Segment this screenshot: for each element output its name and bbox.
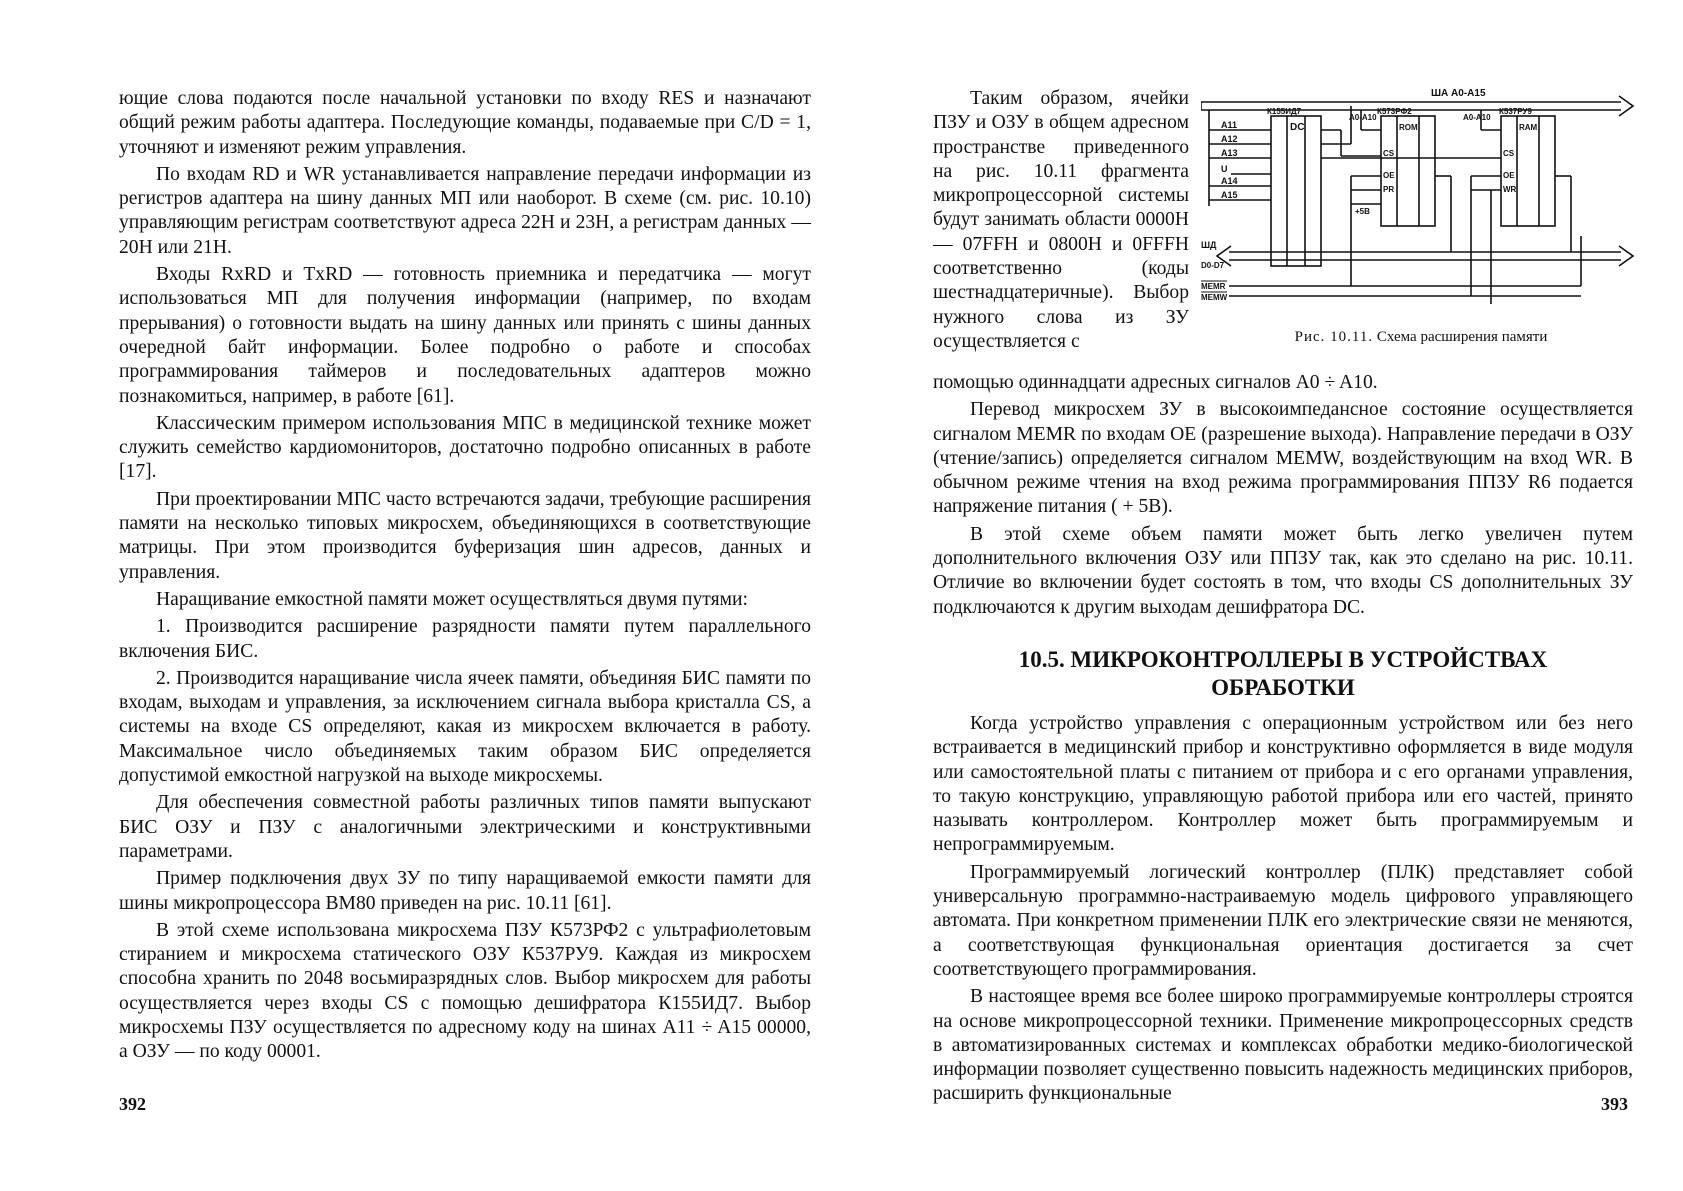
label-ram: RAM bbox=[1519, 123, 1538, 132]
label-decoder: DC bbox=[1290, 122, 1305, 133]
label-data-bus: ШД bbox=[1201, 240, 1217, 250]
paragraph: При проектировании МПС часто встречаются задачи, требующие расширения памяти на несколько типовых микросхем, объединяющихся в соответствующие матрицы. При этом производится буферизация шин адресов, данных и управления. bbox=[119, 488, 811, 583]
label-memw: MEMW bbox=[1201, 293, 1228, 302]
label-a15: A15 bbox=[1221, 190, 1238, 200]
right-page bbox=[841, 0, 1683, 1191]
section-heading bbox=[933, 646, 1633, 702]
label-wr-ram: WR bbox=[1503, 185, 1517, 194]
label-ram-chip: К537РУ9 bbox=[1499, 107, 1532, 116]
label-plus5v: +5B bbox=[1355, 207, 1370, 216]
label-cs-rom: CS bbox=[1383, 149, 1395, 158]
paragraph: В этой схеме использована микросхема ПЗУ К573РФ2 с ультрафиолетовым стиранием и микросхема статического ОЗУ К537РУ9. Каждая из микросхем способна хранить по 2048 восьмиразрядных слов. Выбор микросхем для работы осуществляется через входы CS с помощью дешифратора К155ИД7. Выбор микросхемы ПЗУ осуществляется по адресному коду на шинах A11 ÷ A15 00000, а ОЗУ — по коду 00001. bbox=[119, 919, 811, 1063]
paragraph: Для обеспечения совместной работы различных типов памяти выпускают БИС ОЗУ и ПЗУ с аналогичными электрическими и конструктивными параметрами. bbox=[119, 792, 811, 862]
left-page bbox=[0, 0, 841, 1191]
paragraph: ющие слова подаются после начальной установки по входу RES и назначают общий режим работы адаптера. Последующие команды, подаваемые при C/D = 1, уточняют и изменяют режим управления. bbox=[119, 88, 811, 158]
figure-caption-number: Рис. 10.11. bbox=[1294, 329, 1374, 345]
section-heading-line1: 10.5. МИКРОКОНТРОЛЛЕРЫ В УСТРОЙСТВАХ bbox=[1018, 647, 1548, 672]
paragraph: Наращивание емкостной памяти может осуществляться двумя путями: bbox=[156, 588, 748, 610]
page-number-left: 392 bbox=[119, 1094, 146, 1114]
label-a0-a10-rom: A0-A10 bbox=[1349, 113, 1377, 122]
label-decoder-chip: К155ИД7 bbox=[1267, 107, 1302, 116]
left-text-column bbox=[119, 87, 811, 1068]
label-a14: A14 bbox=[1221, 176, 1238, 186]
paragraph: Программируемый логический контроллер (ПЛК) представляет собой универсальную программно-настраиваемую модель цифрового управляющего автомата. При конкретном применении ПЛК его электрические связи не меняются, а соответствующая функциональная ориентация достигается за счет соответствующего программирования. bbox=[933, 861, 1633, 980]
label-data-bus-range: D0-D7 bbox=[1201, 261, 1225, 270]
paragraph: По входам RD и WR устанавливается направление передачи информации из регистров адаптера на шину данных МП или наоборот. В схеме (см. рис. 10.10) управляющим регистрам соответствуют адреса 22H и 23H, а регистрам данных — 20H или 21H. bbox=[119, 163, 811, 258]
label-address-bus: ША A0-A15 bbox=[1431, 88, 1486, 99]
label-a11: A11 bbox=[1221, 120, 1238, 130]
right-text-column bbox=[933, 371, 1633, 623]
paragraph: 1. Производится расширение разрядности памяти путем параллельного включения БИС. bbox=[119, 616, 811, 662]
circuit-diagram bbox=[1201, 86, 1641, 326]
label-a13: A13 bbox=[1221, 148, 1238, 158]
section-text-column bbox=[933, 712, 1633, 1110]
label-oe-rom: OE bbox=[1383, 171, 1395, 180]
wrap-text-column bbox=[933, 87, 1189, 357]
figure-caption-text: Схема расширения памяти bbox=[1376, 329, 1548, 345]
paragraph: Перевод микросхем ЗУ в высокоимпедансное состояние осуществляется сигналом MEMR по входам OE (разрешение выхода). Направление передачи в ОЗУ (чтение/запись) определяется сигналом MEMW, воздействующим на вход WR. В обычном режиме чтения на вход режима программирования ППЗУ R6 подается напряжение питания ( + 5B). bbox=[933, 399, 1633, 518]
label-oe-ram: OE bbox=[1503, 171, 1515, 180]
label-a0-a10-ram: A0-A10 bbox=[1463, 113, 1491, 122]
paragraph: Когда устройство управления с операционным устройством или без него встраивается в медицинский прибор и конструктивно оформляется в виде модуля или самостоятельной платы с питанием от прибора и с его органами управления, то такую конструкцию, управляющую работой прибора или его частей, принято называть контроллером. Контроллер может быть программируемым и непрограммируемым. bbox=[933, 713, 1633, 856]
section-heading-line2: ОБРАБОТКИ bbox=[1211, 675, 1355, 700]
label-a12: A12 bbox=[1221, 134, 1238, 144]
paragraph: В настоящее время все более широко программируемые контроллеры строятся на основе микропроцессорной техники. Применение микропроцессорных средств в автоматизированных системах и комплексах обработки медико-биологической информации позволяет существенно повысить надежность медицинских приборов, расширить функциональные bbox=[933, 986, 1633, 1105]
paragraph: В этой схеме объем памяти может быть легко увеличен путем дополнительного включения ОЗУ или ППЗУ так, как это сделано на рис. 10.11. Отличие во включении будет состоять в том, что входы CS дополнительных ЗУ подключаются к другим выходам дешифратора DC. bbox=[933, 523, 1633, 618]
paragraph: Входы RxRD и TxRD — готовность приемника и передатчика — могут использоваться МП для получения информации (например, по входам прерывания) о готовности выдать на шину данных или принять с шины данных очередной байт информации. Более подробно о работе и способах программирования таймеров и последовательных адаптеров можно познакомиться, например, в работе [61]. bbox=[119, 264, 811, 407]
paragraph: Пример подключения двух ЗУ по типу наращиваемой емкости памяти для шины микропроцессора ВМ80 приведен на рис. 10.11 [61]. bbox=[119, 868, 811, 914]
page-number-right: 393 bbox=[1601, 1094, 1628, 1114]
label-rom: ROM bbox=[1399, 123, 1418, 132]
label-cs-ram: CS bbox=[1503, 149, 1515, 158]
label-rom-chip: К573РФ2 bbox=[1377, 107, 1412, 116]
paragraph: Классическим примером использования МПС в медицинской технике может служить семейство кардиомониторов, достаточно подробно описанных в работе [17]. bbox=[119, 412, 811, 483]
label-u: U bbox=[1221, 164, 1228, 174]
paragraph: помощью одиннадцати адресных сигналов A0 ÷ A10. bbox=[933, 372, 1378, 393]
memory-expansion-figure bbox=[1201, 86, 1641, 351]
label-memr: MEMR bbox=[1201, 282, 1226, 291]
figure-caption bbox=[1201, 329, 1641, 346]
paragraph: 2. Производится наращивание числа ячеек памяти, объединяя БИС памяти по входам, выходам и управления, за исключением сигнала выбора кристалла CS, а системы на входе CS определяют, какая из микросхем включается в работу. Максимальное число объединяемых таким образом БИС определяется допустимой емкостной нагрузкой на выходе микросхемы. bbox=[119, 667, 811, 787]
label-pr-rom: PR bbox=[1383, 185, 1395, 194]
paragraph: Таким образом, ячейки ПЗУ и ОЗУ в общем адресном пространстве приведенного на рис. 10.11 фрагмента микропроцессорной системы будут занимать области 0000H — 07FFH и 0800H и 0FFFH соответственно (коды шестнадцатеричные). Выбор нужного слова из ЗУ осуществляется с bbox=[933, 88, 1189, 352]
